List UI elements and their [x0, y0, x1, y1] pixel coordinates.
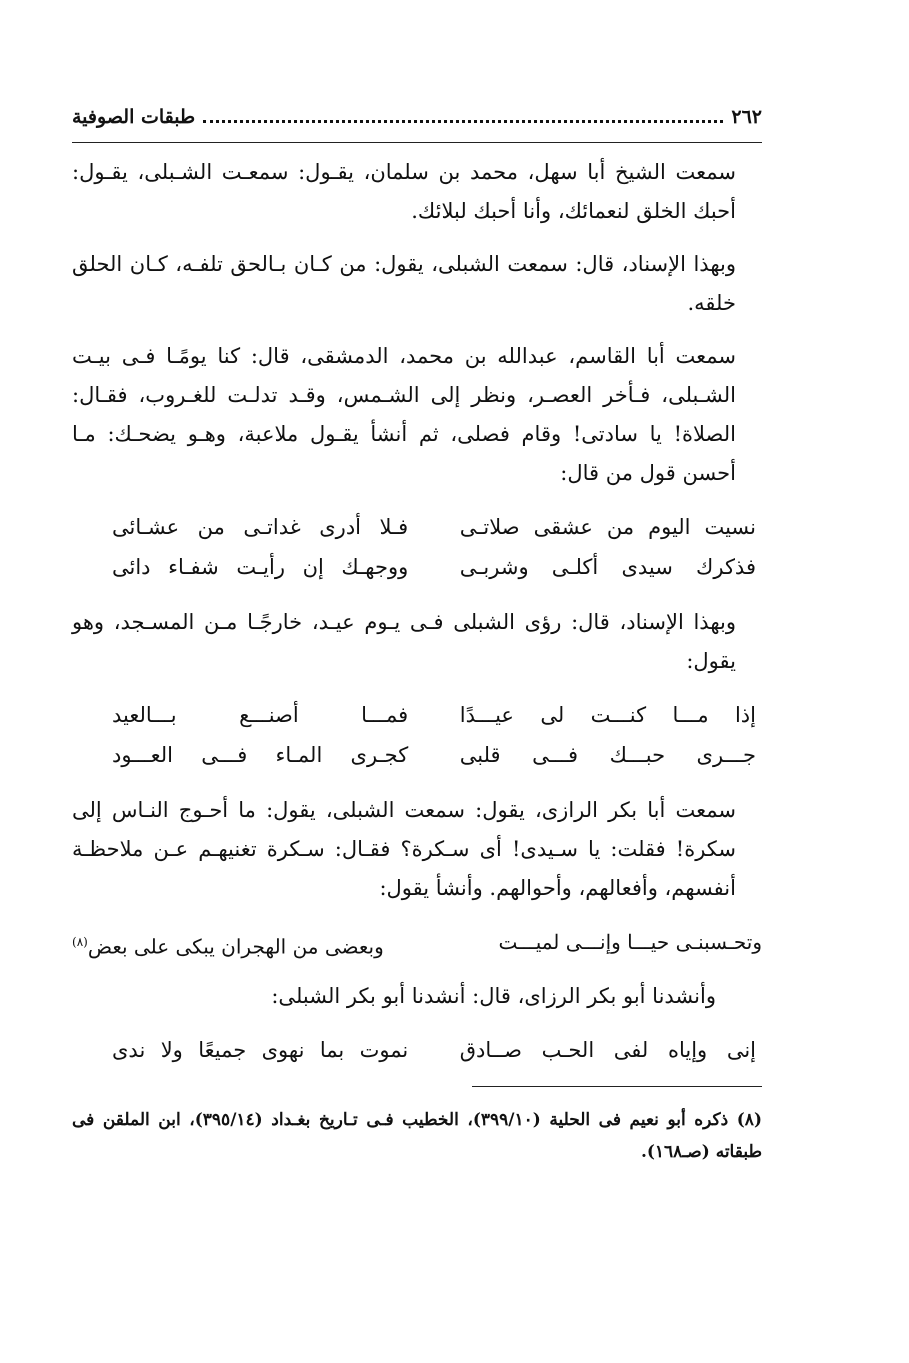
- verse-first-hemistich: جـــرى حبـــك فـــى قلبى: [459, 743, 756, 767]
- leader-dots: [203, 112, 723, 123]
- verse-second-hemistich: نموت بما نهوى جميعًا ولا ندى: [112, 1037, 409, 1062]
- verse-second-hemistich: فـلا أدرى غداتـى من عشـائى: [112, 515, 409, 539]
- verse-line: [112, 507, 756, 547]
- paragraph-1: سمعت الشيخ أبا سهل، محمد بن سلمان، يقـول: سمعـت الشـبلى، يقـول: أحبك الخلق لنعمائك، وأنا أحبك لبلائك.: [72, 160, 736, 223]
- footnote-divider: [472, 1086, 762, 1087]
- footnote-marker: (٨): [72, 935, 88, 949]
- verse-first-hemistich: فذكرك سيدى أكلـى وشربـى: [459, 555, 756, 579]
- verse-second-hemistich-with-footnote: [72, 922, 384, 967]
- running-head: [72, 106, 762, 143]
- footnote-8: (٨) ذكره أبو نعيم فى الحلية (٣٩٩/١٠)، الخطيب فـى تـاريخ بغـداد (٣٩٥/١٤)، ابن الملقن فى طبقاته (صـ١٦٨).: [72, 1109, 762, 1162]
- paragraph-6: وأنشدنا أبو بكر الرزاى، قال: أنشدنا أبو بكر الشبلى:: [271, 983, 716, 1008]
- verse-second-hemistich: وبعضى من الهجران يبكى على بعض: [87, 934, 384, 959]
- verse-block-3: [72, 922, 762, 967]
- verse-second-hemistich: ووجهـك إن رأيـت شفـاء دائى: [112, 555, 409, 579]
- page-number: ٢٦٢: [731, 106, 762, 128]
- verse-block-1: [72, 507, 762, 587]
- verse-second-hemistich: فمـــا أصنـــع بـــالعيد: [112, 703, 409, 727]
- paragraph-4: وبهذا الإسناد، قال: رؤى الشبلى فـى يـوم عيـد، خارجًـا مـن المسـجد، وهو يقول:: [72, 610, 736, 673]
- verse-first-hemistich: وتحـسبنـى حيـــا وإنـــى لميـــت: [498, 930, 762, 954]
- verse-second-hemistich: كجـرى المـاء فـــى العـــود: [112, 743, 409, 767]
- paragraph-3: سمعت أبا القاسم، عبدالله بن محمد، الدمشقى، قال: كنا يومًـا فـى بيـت الشـبلى، فـأخر العصـر، ونظر إلى الشـمس، وقـد تدلـت للغـروب، فقـال: الصلاة! يا سادتى! وقام فصلى، ثم أنشأ يقـول ملاعبة، وهـو يضحـك: مـا أحسن قول من قال:: [72, 344, 736, 485]
- verse-line: [112, 695, 756, 735]
- verse-block-2: [72, 695, 762, 775]
- verse-first-hemistich: نسيت اليوم من عشقى صلاتـى: [459, 515, 756, 539]
- paragraph-5: سمعت أبا بكر الرازى، يقول: سمعت الشبلى، يقول: ما أحـوج النـاس إلى سكرة! فقلت: يا سـيدى! أى سـكرة؟ فقـال: سـكرة تغنيهـم عـن ملاحظـة أنفسهم، وأفعالهم، وأحوالهم. وأنشأ يقول:: [72, 798, 736, 900]
- verse-line: [112, 735, 756, 775]
- verse-first-hemistich: إنى وإياه لفى الحـب صــادق: [459, 1037, 756, 1062]
- book-page: [72, 106, 762, 1185]
- verse-line: [112, 1030, 756, 1070]
- paragraph-2: وبهذا الإسناد، قال: سمعت الشبلى، يقول: من كـان بـالحق تلفـه، كـان الحلق خلقه.: [72, 252, 736, 315]
- verse-block-4: [72, 1030, 762, 1070]
- verse-first-hemistich: إذا مـــا كنـــت لى عيـــدًا: [459, 703, 756, 727]
- verse-line: [112, 547, 756, 587]
- book-title: طبقات الصوفية: [72, 106, 196, 128]
